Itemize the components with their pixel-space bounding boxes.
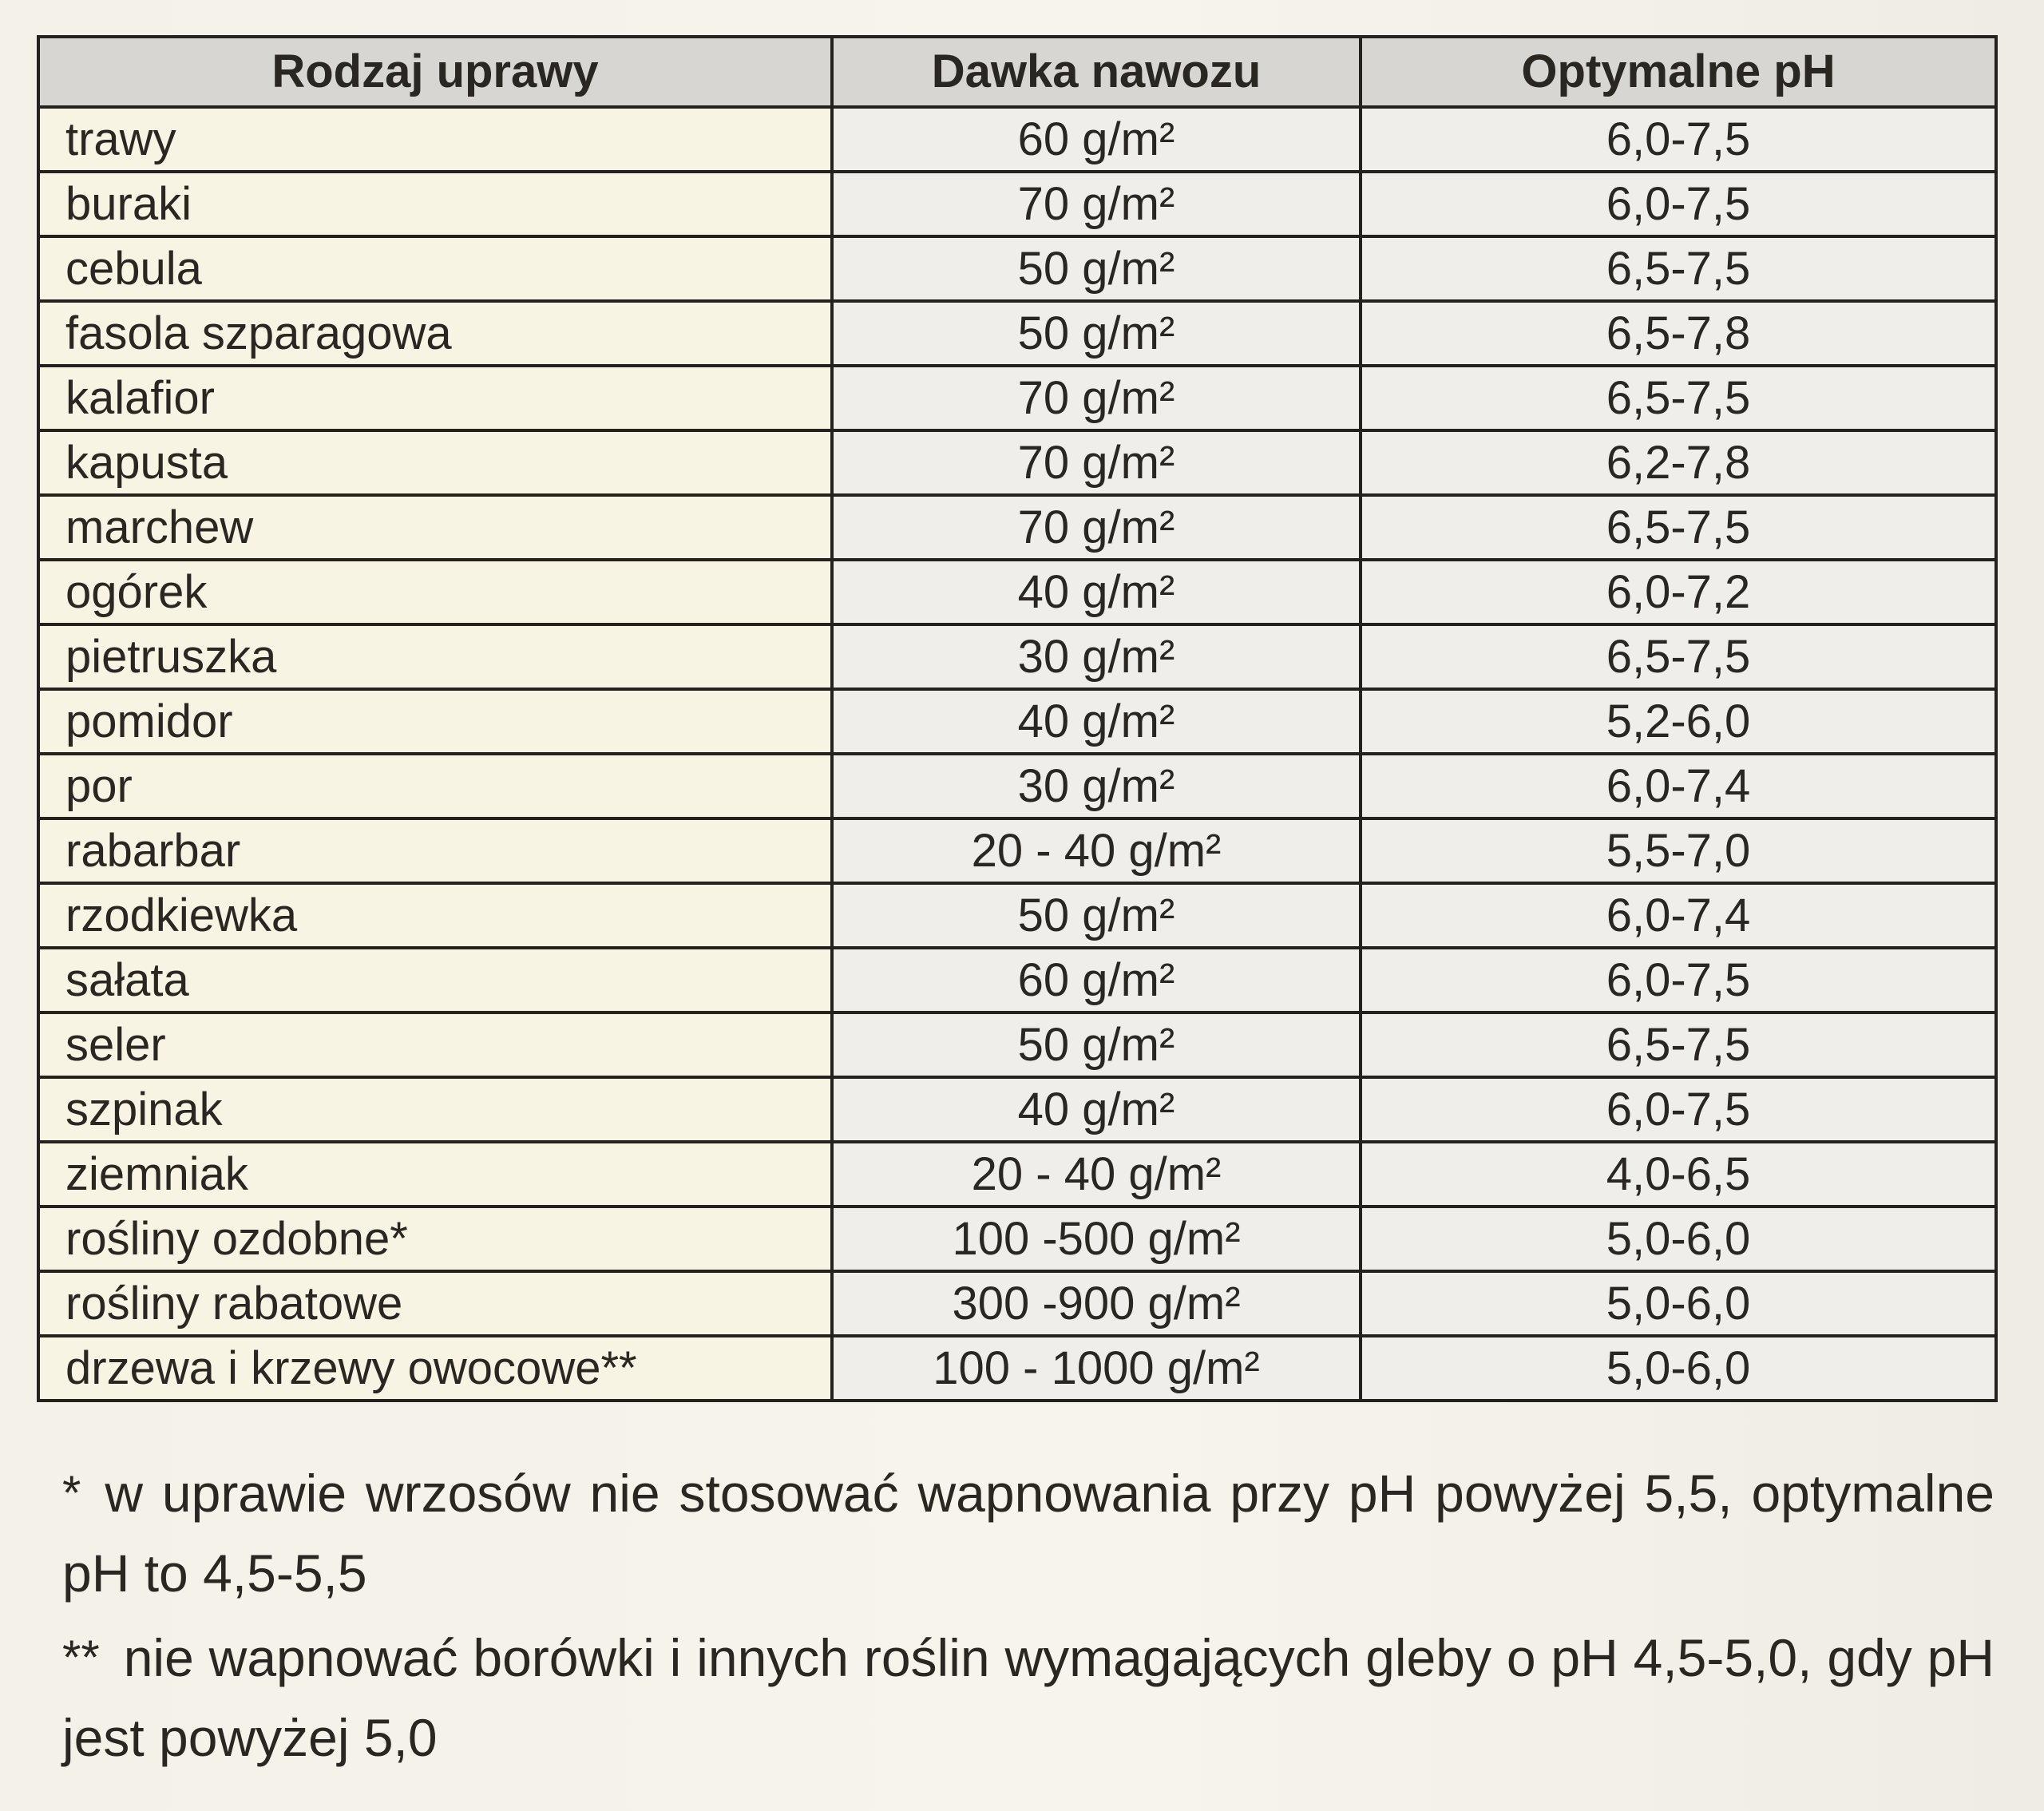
table-row [38,366,1996,430]
table-row [38,1012,1996,1077]
table-row [38,495,1996,560]
ph-cell: 6,0-7,2 [1361,560,1996,624]
ph-cell: 6,0-7,5 [1361,948,1996,1012]
crop-cell: trawy [38,107,832,172]
table-row [38,754,1996,818]
footnote-text: w uprawie wrzosów nie stosować wapnowania przy pH powyżej 5,5, optymalne pH to 4,5-5,5 [62,1464,1994,1603]
ph-cell: 5,0-6,0 [1361,1336,1996,1401]
crop-cell: szpinak [38,1077,832,1142]
dose-cell: 40 g/m² [832,689,1361,754]
fertilizer-dose-table [37,35,1998,1402]
dose-cell: 20 - 40 g/m² [832,818,1361,883]
dose-cell: 50 g/m² [832,883,1361,948]
table-row [38,689,1996,754]
ph-cell: 6,0-7,5 [1361,107,1996,172]
dose-cell: 300 -900 g/m² [832,1271,1361,1336]
ph-cell: 6,2-7,8 [1361,430,1996,495]
ph-cell: 6,0-7,4 [1361,883,1996,948]
crop-cell: fasola szparagowa [38,301,832,366]
dose-cell: 70 g/m² [832,495,1361,560]
dose-cell: 30 g/m² [832,754,1361,818]
crop-cell: drzewa i krzewy owocowe** [38,1336,832,1401]
ph-cell: 6,5-7,8 [1361,301,1996,366]
ph-cell: 5,0-6,0 [1361,1207,1996,1271]
ph-cell: 5,2-6,0 [1361,689,1996,754]
table-row [38,236,1996,301]
dose-cell: 40 g/m² [832,560,1361,624]
dose-cell: 50 g/m² [832,236,1361,301]
dose-cell: 100 - 1000 g/m² [832,1336,1361,1401]
footnotes [62,1453,1994,1782]
ph-cell: 6,5-7,5 [1361,495,1996,560]
footnote-1 [62,1453,1994,1613]
table-row [38,301,1996,366]
header-fertilizer-dose: Dawka nawozu [832,37,1361,107]
table-row [38,948,1996,1012]
crop-cell: ziemniak [38,1142,832,1207]
table-row [38,1142,1996,1207]
crop-cell: rośliny ozdobne* [38,1207,832,1271]
crop-cell: rzodkiewka [38,883,832,948]
dose-cell: 70 g/m² [832,430,1361,495]
ph-cell: 5,0-6,0 [1361,1271,1996,1336]
table-row [38,560,1996,624]
table-row [38,430,1996,495]
dose-cell: 50 g/m² [832,1012,1361,1077]
crop-cell: kalafior [38,366,832,430]
dose-cell: 50 g/m² [832,301,1361,366]
ph-cell: 6,5-7,5 [1361,236,1996,301]
dose-cell: 60 g/m² [832,107,1361,172]
table-row [38,883,1996,948]
ph-cell: 6,5-7,5 [1361,366,1996,430]
ph-cell: 5,5-7,0 [1361,818,1996,883]
table-row [38,1077,1996,1142]
table-row [38,624,1996,689]
header-row [38,37,1996,107]
footnote-mark: * [62,1466,81,1520]
crop-cell: rośliny rabatowe [38,1271,832,1336]
table-row [38,1207,1996,1271]
crop-cell: kapusta [38,430,832,495]
table-row [38,1271,1996,1336]
crop-cell: por [38,754,832,818]
ph-cell: 6,5-7,5 [1361,624,1996,689]
footnote-mark: ** [62,1631,100,1684]
table-body [38,107,1996,1401]
dose-cell: 30 g/m² [832,624,1361,689]
crop-cell: buraki [38,172,832,236]
crop-cell: pietruszka [38,624,832,689]
crop-cell: rabarbar [38,818,832,883]
table-row [38,818,1996,883]
dose-cell: 70 g/m² [832,172,1361,236]
table-header [38,37,1996,107]
crop-cell: marchew [38,495,832,560]
ph-cell: 6,0-7,5 [1361,172,1996,236]
crop-cell: seler [38,1012,832,1077]
dose-cell: 20 - 40 g/m² [832,1142,1361,1207]
ph-cell: 4,0-6,5 [1361,1142,1996,1207]
dose-cell: 40 g/m² [832,1077,1361,1142]
dose-cell: 70 g/m² [832,366,1361,430]
dose-cell: 100 -500 g/m² [832,1207,1361,1271]
header-crop-type: Rodzaj uprawy [38,37,832,107]
ph-cell: 6,0-7,5 [1361,1077,1996,1142]
ph-cell: 6,5-7,5 [1361,1012,1996,1077]
table-row [38,107,1996,172]
crop-cell: ogórek [38,560,832,624]
crop-cell: pomidor [38,689,832,754]
header-optimal-ph: Optymalne pH [1361,37,1996,107]
ph-cell: 6,0-7,4 [1361,754,1996,818]
footnote-text: nie wapnować borówki i innych roślin wymagających gleby o pH 4,5-5,0, gdy pH jest powyżej 5,0 [62,1628,1994,1767]
crop-cell: cebula [38,236,832,301]
crop-cell: sałata [38,948,832,1012]
table-row [38,172,1996,236]
footnote-2 [62,1618,1994,1777]
table-row [38,1336,1996,1401]
dose-cell: 60 g/m² [832,948,1361,1012]
